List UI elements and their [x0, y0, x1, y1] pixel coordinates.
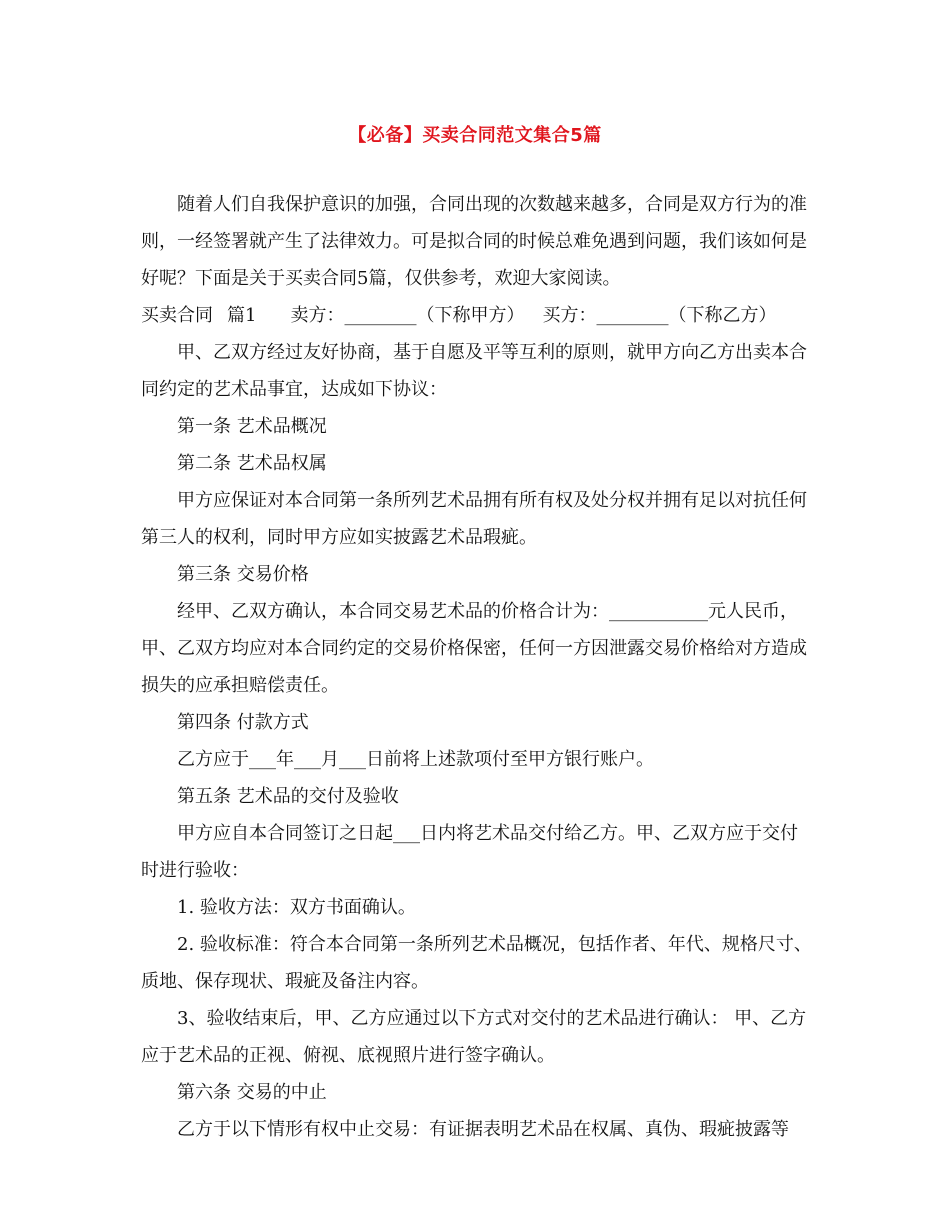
contract-heading-line — [141, 297, 813, 334]
contract-clauses — [141, 334, 813, 1148]
document-body — [141, 186, 813, 1148]
clause-paragraph: 甲、乙双方经过友好协商，基于自愿及平等互利的原则，就甲方向乙方出卖本合同约定的艺术品事宜，达成如下协议： — [141, 342, 807, 400]
contract-label: 买卖合同 — [141, 305, 213, 326]
clause-heading: 第二条 艺术品权属 — [177, 453, 327, 474]
clause-heading: 第三条 交易价格 — [177, 564, 309, 585]
clause-paragraph: 乙方应于___年___月___日前将上述款项付至甲方银行账户。 — [177, 749, 654, 770]
contract-number: 篇1 — [227, 305, 257, 326]
clause-heading: 第一条 艺术品概况 — [177, 416, 327, 437]
intro-paragraph: 随着人们自我保护意识的加强，合同出现的次数越来越多，合同是双方行为的准则，一经签署就产生了法律效力。可是拟合同的时候总难免遇到问题，我们该如何是好呢？下面是关于买卖合同5篇，仅供参考，欢迎大家阅读。 — [141, 194, 807, 289]
clause-heading: 第四条 付款方式 — [177, 712, 309, 733]
clause-paragraph: 乙方于以下情形有权中止交易：有证据表明艺术品在权属、真伪、瑕疵披露等 — [177, 1119, 789, 1140]
clause-paragraph: 经甲、乙双方确认，本合同交易艺术品的价格合计为：___________元人民币，甲、乙双方均应对本合同约定的交易价格保密，任何一方因泄露交易价格给对方造成损失的应承担赔偿责任。 — [141, 601, 807, 696]
clause-heading: 第五条 艺术品的交付及验收 — [177, 786, 399, 807]
clause-paragraph: 甲方应保证对本合同第一条所列艺术品拥有所有权及处分权并拥有足以对抗任何第三人的权利，同时甲方应如实披露艺术品瑕疵。 — [141, 490, 807, 548]
clause-paragraph: 3、验收结束后，甲、乙方应通过以下方式对交付的艺术品进行确认： 甲、乙方应于艺术品的正视、俯视、底视照片进行签字确认。 — [141, 1008, 807, 1066]
seller-field: 卖方：________（下称甲方） — [290, 305, 525, 326]
clause-paragraph: 甲方应自本合同签订之日起___日内将艺术品交付给乙方。甲、乙双方应于交付时进行验收： — [141, 823, 798, 881]
document-title: 【必备】买卖合同范文集合5篇 — [348, 125, 602, 146]
clause-paragraph: 1. 验收方法：双方书面确认。 — [177, 897, 416, 918]
buyer-field: 买方：________（下称乙方） — [542, 305, 777, 326]
clause-heading: 第六条 交易的中止 — [177, 1082, 327, 1103]
clause-paragraph: 2. 验收标准：符合本合同第一条所列艺术品概况，包括作者、年代、规格尺寸、质地、保存现状、瑕疵及备注内容。 — [141, 934, 812, 992]
